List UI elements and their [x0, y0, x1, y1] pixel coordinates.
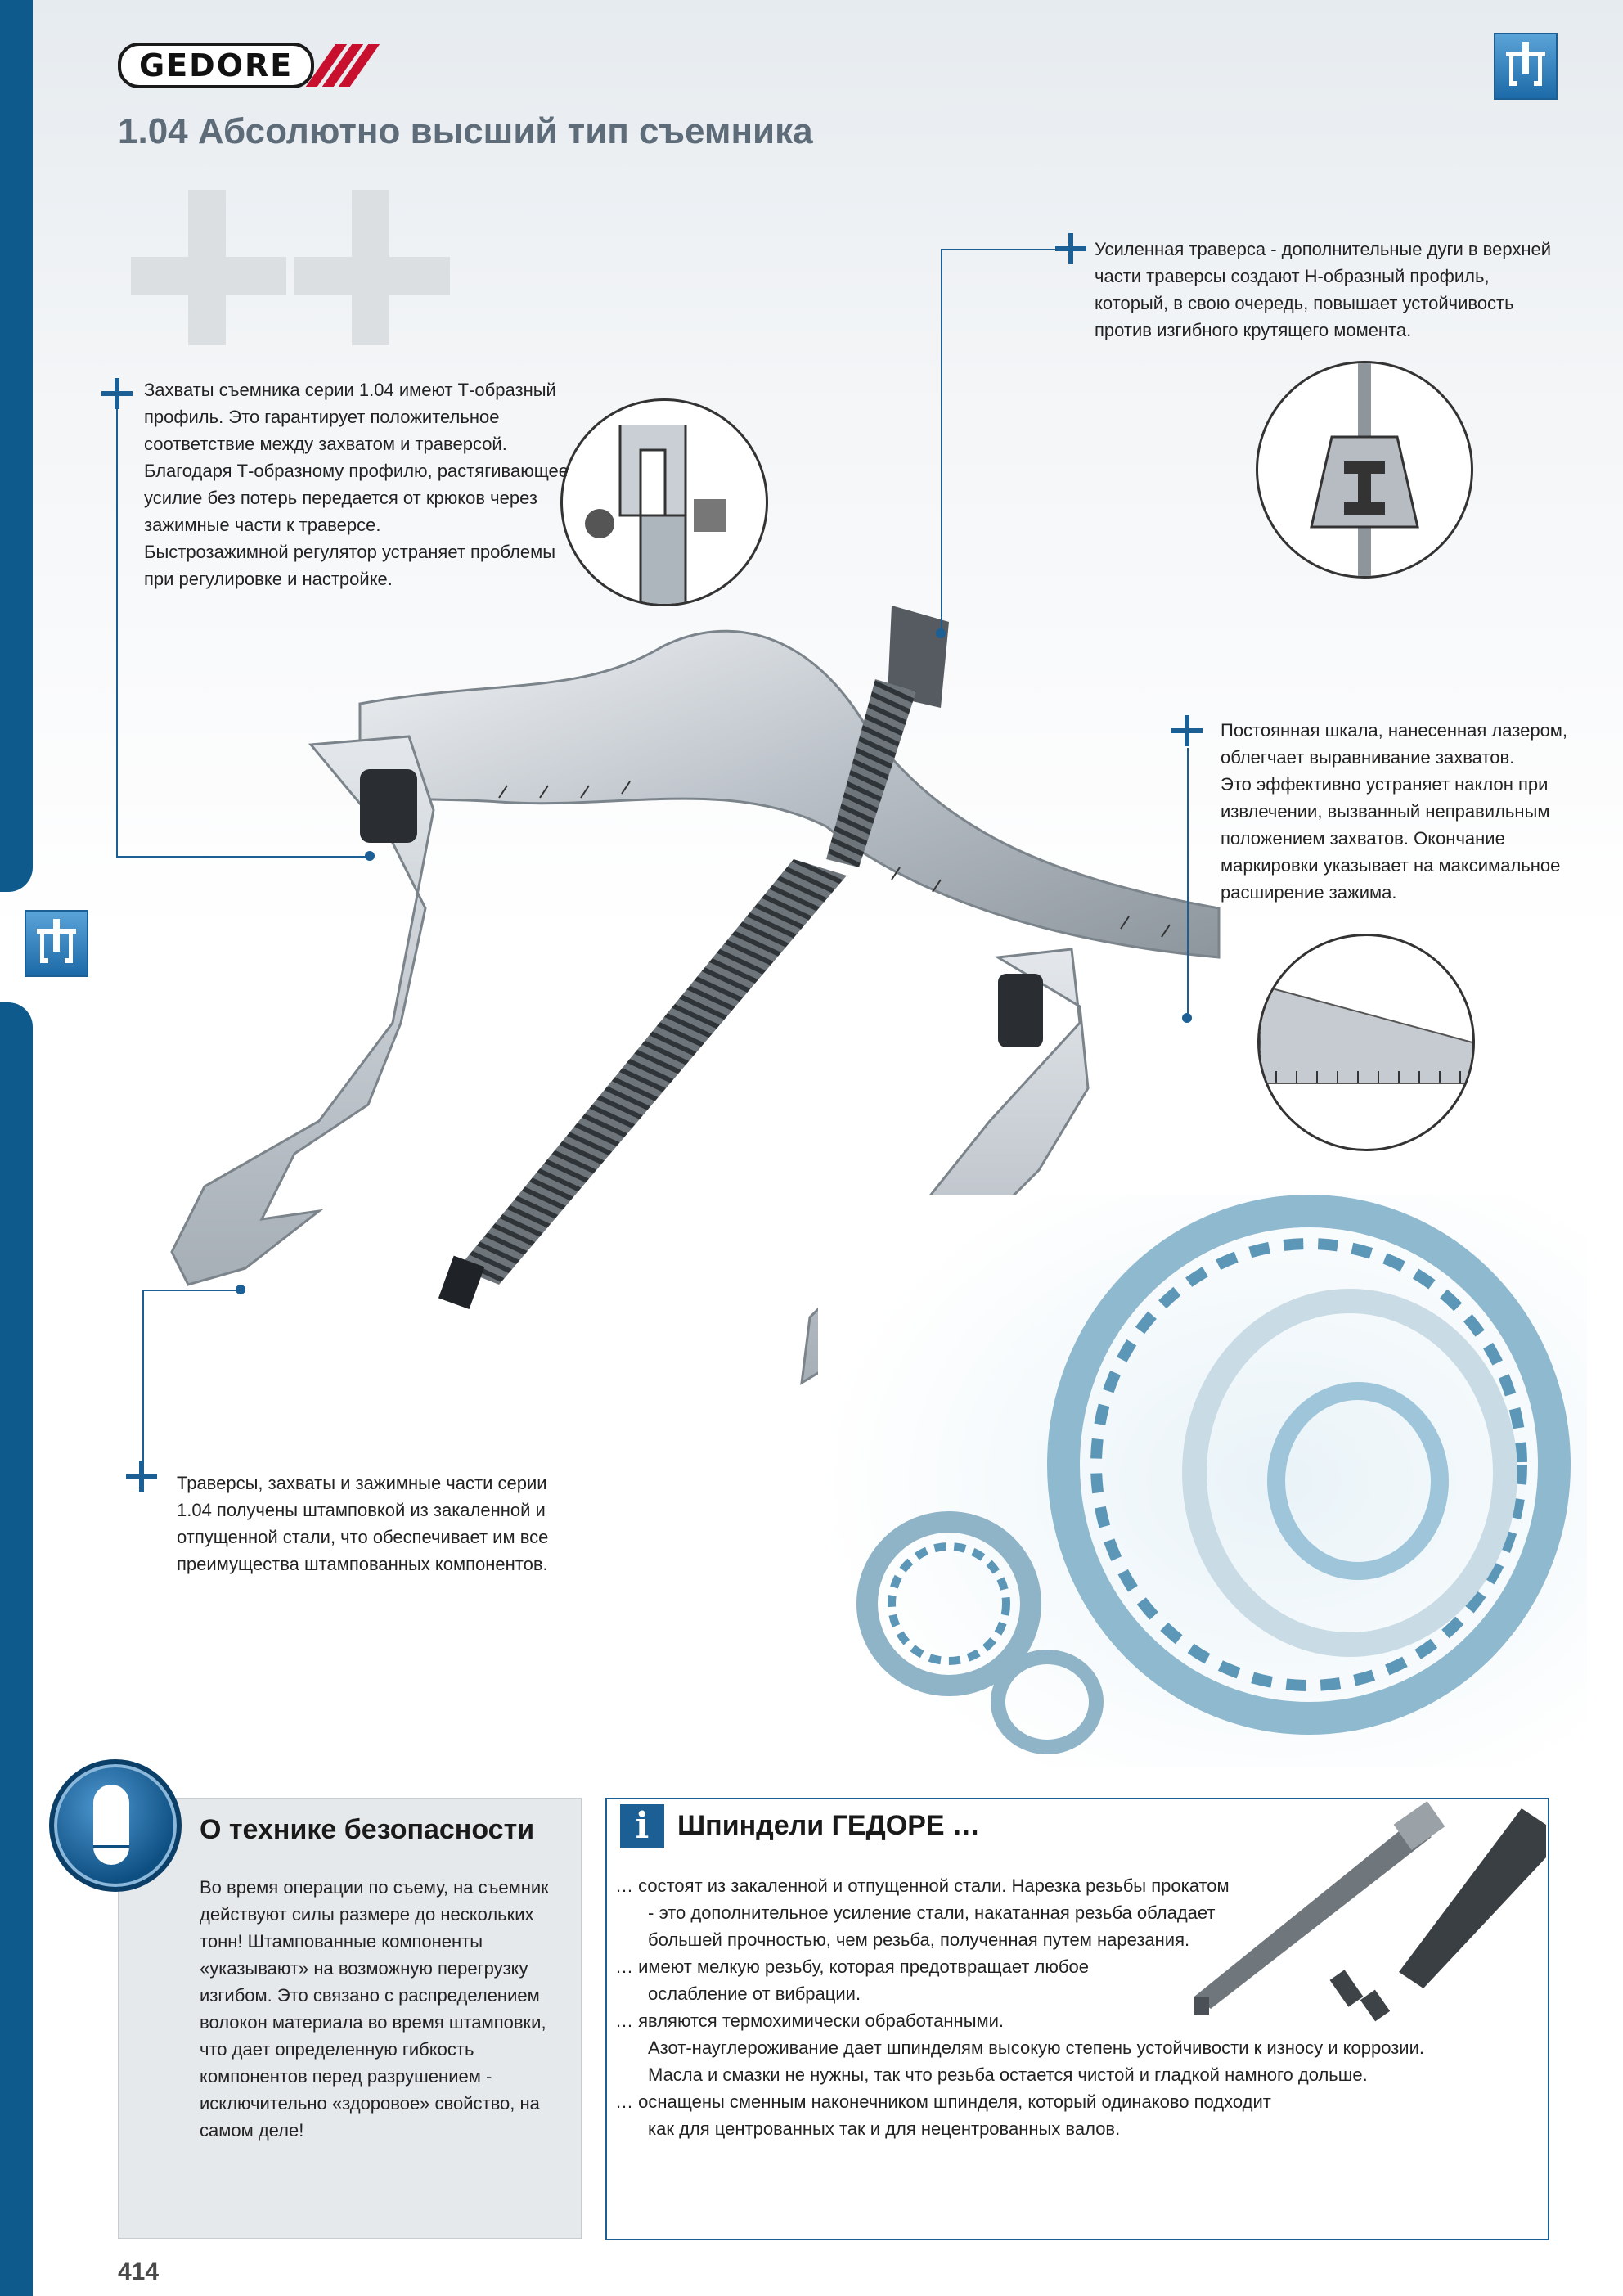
callout-dot [365, 851, 375, 861]
callout-traverse [1095, 236, 1551, 344]
spindles-line: ослабление от вибрации. [648, 1983, 861, 2004]
spindles-line: как для центрованных так и для нецентрованных валов. [648, 2118, 1121, 2139]
callout-line: Это эффективно устраняет наклон при [1221, 774, 1549, 795]
leader-line [116, 856, 370, 858]
safety-line: действуют силы размере до нескольких [200, 1904, 534, 1925]
safety-line: «указывают» на возможную перегрузку [200, 1958, 528, 1979]
safety-line: компонентов перед разрушением - [200, 2066, 492, 2087]
callout-line: Постоянная шкала, нанесенная лазером, [1221, 720, 1568, 741]
info-icon: i [620, 1804, 664, 1848]
callout-line: при регулировке и настройке. [144, 569, 393, 589]
callout-line: маркировки указывает на максимальное [1221, 855, 1561, 876]
plus-icon [1055, 233, 1086, 264]
plus-icon [101, 378, 133, 409]
left-edge-bar-lower [0, 1002, 33, 2296]
leader-line [1187, 748, 1189, 1018]
callout-line: преимущества штампованных компонентов. [177, 1554, 548, 1574]
bearings-illustration [818, 1195, 1587, 1767]
leader-line [941, 249, 942, 633]
safety-text [200, 1874, 551, 2144]
callout-line: против изгибного крутящего момента. [1095, 320, 1412, 340]
scale-detail-image [1257, 934, 1475, 1151]
spindles-line: большей прочностью, чем резьба, полученная путем нарезания. [648, 1929, 1190, 1950]
callout-dot [1182, 1013, 1192, 1023]
plus-icon [126, 1461, 157, 1492]
safety-line: изгибом. Это связано с распределением [200, 1985, 540, 2006]
safety-title: О технике безопасности [200, 1814, 535, 1845]
safety-line: что дает определенную гибкость [200, 2039, 474, 2060]
callout-scale [1221, 717, 1567, 906]
plus-icon [1171, 715, 1203, 746]
callout-line: зажимные части к траверсе. [144, 515, 381, 535]
callout-dot [936, 628, 946, 638]
callout-line: расширение зажима. [1221, 882, 1397, 903]
callout-line: извлечении, вызванный неправильным [1221, 801, 1550, 822]
safety-line: тонн! Штампованные компоненты [200, 1931, 483, 1952]
left-edge-bar [0, 0, 33, 892]
callout-line: облегчает выравнивание захватов. [1221, 747, 1515, 768]
callout-line: соответствие между захватом и траверсой. [144, 434, 507, 454]
leader-line [142, 1290, 241, 1291]
spindles-line: … оснащены сменным наконечником шпинделя, который одинаково подходит [615, 2091, 1271, 2112]
callout-line: усилие без потерь передается от крюков через [144, 488, 537, 508]
spindles-title: Шпиндели ГЕДОРЕ … [677, 1810, 980, 1841]
spindle-illustration [1162, 1800, 1546, 2046]
puller-icon [1494, 33, 1558, 100]
traverse-detail-image [1256, 361, 1473, 579]
safety-line: волокон материала во время штамповки, [200, 2012, 546, 2033]
callout-line: Захваты съемника серии 1.04 имеют Т-образный [144, 380, 556, 400]
callout-line: отпущенной стали, что обеспечивает им все [177, 1527, 549, 1547]
warning-icon [49, 1759, 182, 1892]
page-number: 414 [118, 2258, 160, 2285]
callout-line: Благодаря Т-образному профилю, растягивающее [144, 461, 569, 481]
page-title: 1.04 Абсолютно высший тип съемника [118, 111, 813, 151]
callout-line: части траверсы создают H-образный профиль, [1095, 266, 1490, 286]
leader-line [142, 1290, 144, 1474]
spindles-line: Азот-науглероживание дает шпинделям высокую степень устойчивости к износу и коррозии. [648, 2037, 1424, 2058]
callout-forged [177, 1470, 548, 1578]
callout-jaws [144, 376, 569, 592]
spindles-line: … состоят из закаленной и отпущенной стали. Нарезка резьбы прокатом [615, 1875, 1230, 1896]
spindles-line: … являются термохимически обработанными. [615, 2010, 1005, 2031]
spindles-line: - это дополнительное усиление стали, накатанная резьба обладает [648, 1902, 1216, 1923]
puller-icon [25, 910, 88, 977]
spindles-line: Масла и смазки не нужны, так что резьба остается чистой и гладкой намного дольше. [648, 2064, 1368, 2085]
jaw-detail-image [560, 398, 768, 606]
logo-stripes [321, 44, 365, 87]
callout-line: профиль. Это гарантирует положительное [144, 407, 500, 427]
safety-line: Во время операции по съему, на съемник [200, 1877, 549, 1898]
leader-line [116, 393, 118, 858]
callout-line: 1.04 получены штамповкой из закаленной и [177, 1500, 546, 1520]
spindles-line: … имеют мелкую резьбу, которая предотвращает любое [615, 1956, 1089, 1977]
callout-line: который, в свою очередь, повышает устойчивость [1095, 293, 1514, 313]
callout-dot [236, 1285, 245, 1294]
safety-line: исключительно «здоровое» свойство, на [200, 2093, 540, 2114]
callout-line: Траверсы, захваты и зажимные части серии [177, 1473, 547, 1493]
logo-wordmark: GEDORE [118, 43, 314, 88]
callout-line: Усиленная траверса - дополнительные дуги в верхней [1095, 239, 1552, 259]
safety-line: самом деле! [200, 2120, 304, 2141]
gedore-logo [118, 43, 365, 88]
callout-line: положением захватов. Окончание [1221, 828, 1505, 849]
callout-line: Быстрозажимной регулятор устраняет проблемы [144, 542, 556, 562]
